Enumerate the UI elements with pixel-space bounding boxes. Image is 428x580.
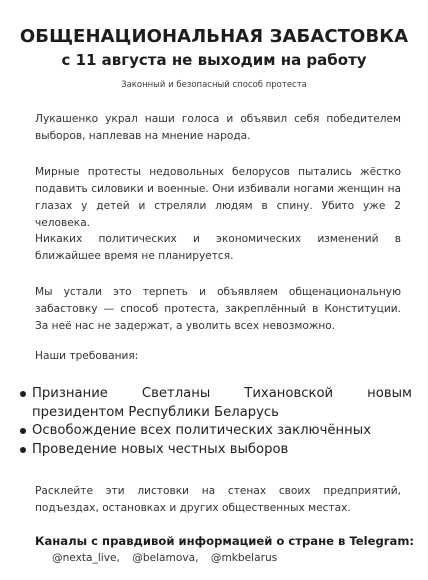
channel-nexta-live: @nexta_live, — [52, 552, 120, 564]
demands-list — [20, 385, 412, 459]
telegram-channels-title: Каналы с правдивой информацией о стране в Telegram: — [35, 534, 415, 548]
bullet-icon — [20, 428, 26, 434]
leaflet-tagline: Законный и безопасный способ протеста — [121, 80, 307, 90]
telegram-channels-list — [52, 552, 286, 564]
demand-item — [20, 385, 412, 422]
demand-text: Освобождение всех политических заключённых — [32, 423, 371, 438]
leaflet-title: ОБЩЕНАЦИОНАЛЬНАЯ ЗАБАСТОВКА — [19, 26, 409, 47]
paragraph-protest-violence: Мирные протесты недовольных белорусов пытались жёстко подавить силовики и военные. Они избивали ногами женщин на глазах у детей и стреляли людям в спину. Убито уже 2 человека. — [35, 166, 401, 229]
demand-text: Проведение новых честных выборов — [32, 441, 289, 457]
paragraph-stolen-votes: Лукашенко украл наши голоса и объявил себя победителем выборов, наплевав на мнение народа. — [35, 113, 401, 142]
paragraph-closing-call: Расклейте эти листовки на стенах своих предприятий, подъездах, остановках и других общественных местах. — [35, 485, 401, 514]
demand-item — [20, 441, 412, 460]
leaflet-subtitle: с 11 августа не выходим на работу — [61, 51, 367, 69]
demands-heading: Наши требования: — [35, 350, 139, 362]
bullet-icon — [20, 447, 26, 453]
bullet-icon — [20, 391, 26, 397]
paragraph-no-changes: Никаких политических и экономических изменений в ближайшее время не планируется. — [35, 233, 401, 262]
demand-text: Признание Светланы Тихановской новым президентом Республики Беларусь — [32, 386, 412, 420]
paragraph-strike-announcement: Мы устали это терпеть и объявляем общенациональную забастовку — способ протеста, закреплённый в Конституции. За неё нас не задержат, а уволить всех невозможно. — [35, 286, 401, 332]
channel-belamova: @belamova, — [132, 552, 199, 564]
channel-mkbelarus: @mkbelarus — [210, 552, 278, 564]
demand-item — [20, 422, 412, 441]
